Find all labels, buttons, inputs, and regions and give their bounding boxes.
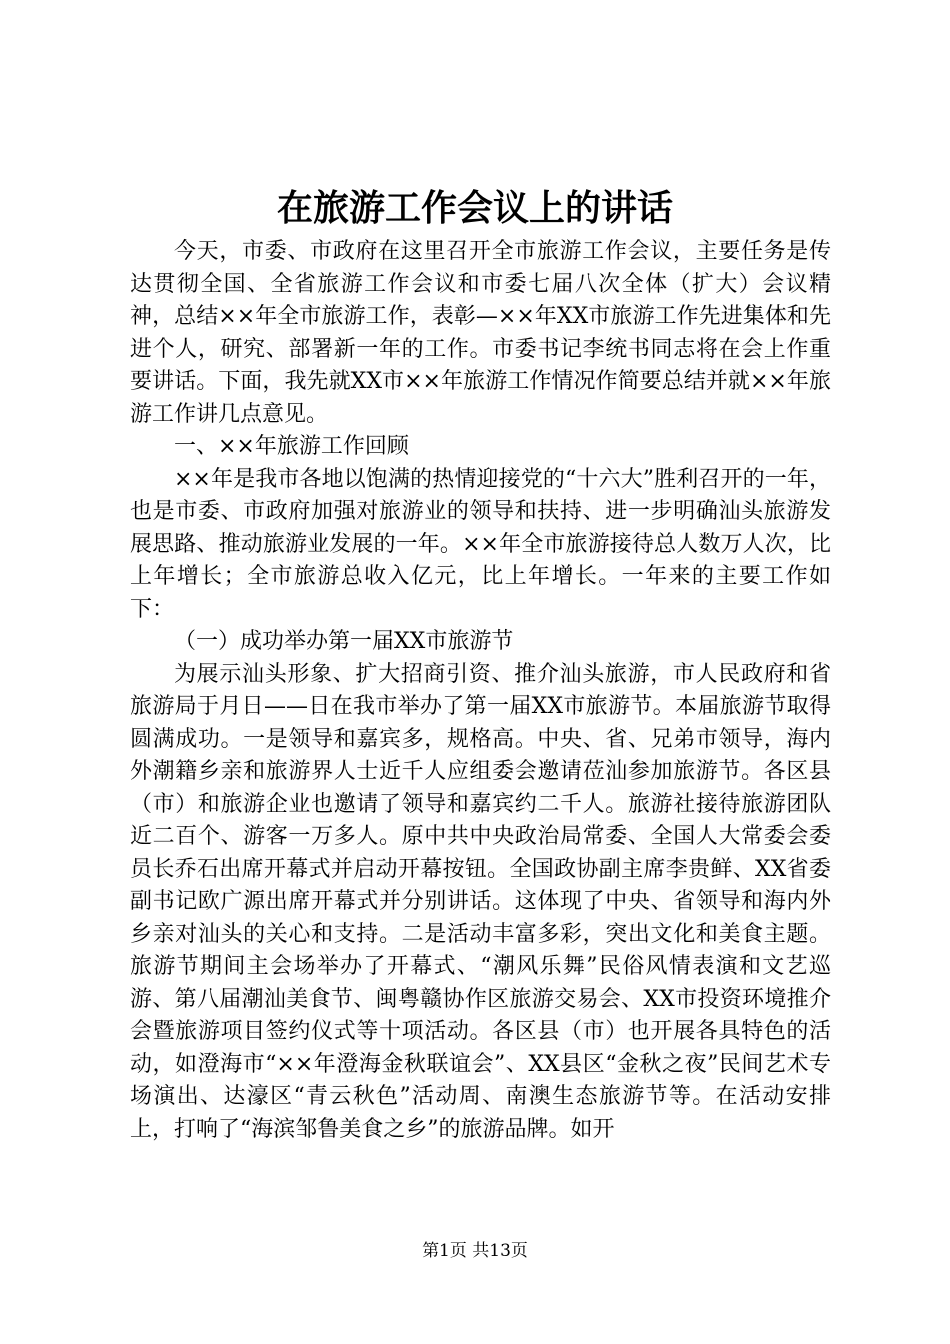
document-title: 在旅游工作会议上的讲话: [276, 187, 673, 229]
paragraph-review: ××年是我市各地以饱满的热情迎接党的“十六大”胜利召开的一年，也是市委、市政府加强对旅游业的领导和扶持、进一步明确汕头旅游发展思路、推动旅游业发展的一年。××年全市旅游接待总人数万人次，比上年增长；全市旅游总收入亿元，比上年增长。一年来的主要工作如下：: [130, 466, 831, 622]
paragraph-intro: 今天，市委、市政府在这里召开全市旅游工作会议，主要任务是传达贯彻全国、全省旅游工作会议和市委七届八次全体（扩大）会议精神，总结××年全市旅游工作，表彰—××年XX市旅游工作先进集体和先进个人，研究、部署新一年的工作。市委书记李统书同志将在会上作重要讲话。下面，我先就XX市××年旅游工作情况作简要总结并就××年旅游工作讲几点意见。: [130, 239, 831, 427]
page-footer: 第1页 共13页: [422, 1241, 528, 1261]
document-body: [130, 236, 831, 1146]
section-heading-review: 一、××年旅游工作回顾: [174, 434, 409, 459]
subsection-heading-festival: （一）成功举办第一届XX市旅游节: [174, 629, 514, 654]
paragraph-festival: 为展示汕头形象、扩大招商引资、推介汕头旅游，市人民政府和省旅游局于月日——日在我市举办了第一届XX市旅游节。本届旅游节取得圆满成功。一是领导和嘉宾多，规格高。中央、省、兄弟市领导，海内外潮籍乡亲和旅游界人士近千人应组委会邀请莅汕参加旅游节。各区县（市）和旅游企业也邀请了领导和嘉宾约二千人。旅游社接待旅游团队近二百个、游客一万多人。原中共中央政治局常委、全国人大常委会委员长乔石出席开幕式并启动开幕按钮。全国政协副主席李贵鲜、XX省委副书记欧广源出席开幕式并分别讲话。这体现了中央、省领导和海内外乡亲对汕头的关心和支持。二是活动丰富多彩，突出文化和美食主题。旅游节期间主会场举办了开幕式、“潮风乐舞”民俗风情表演和文艺巡游、第八届潮汕美食节、闽粤赣协作区旅游交易会、XX市投资环境推介会暨旅游项目签约仪式等十项活动。各区县（市）也开展各具特色的活动，如澄海市“××年澄海金秋联谊会”、XX县区“金秋之夜”民间艺术专场演出、达濠区“青云秋色”活动周、南澳生态旅游节等。在活动安排上，打响了“海滨邹鲁美食之乡”的旅游品牌。如开: [130, 661, 831, 1142]
